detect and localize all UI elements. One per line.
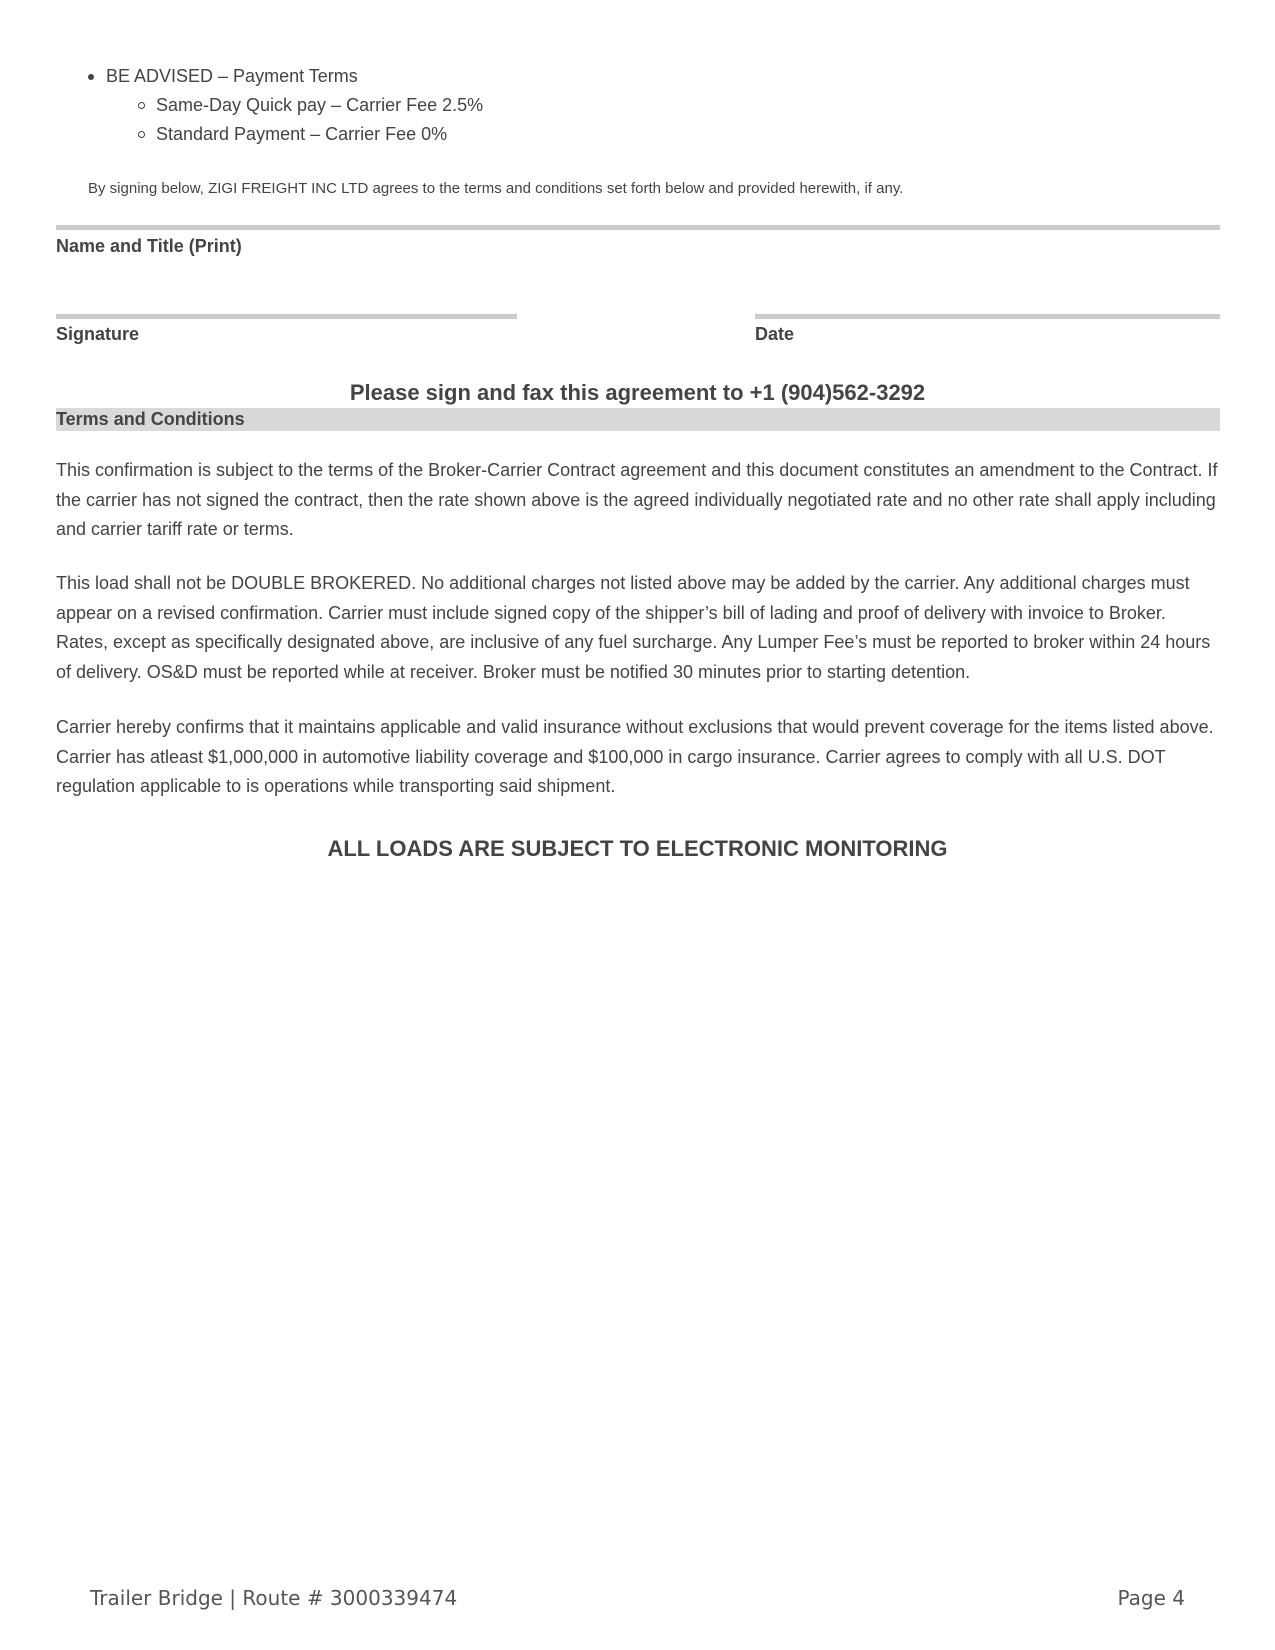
date-label: Date: [755, 324, 795, 344]
payment-option-quick-pay: Same-Day Quick pay – Carrier Fee 2.5%: [138, 91, 483, 120]
footer-route: Trailer Bridge | Route # 3000339474: [90, 1586, 458, 1610]
name-title-label: Name and Title (Print): [56, 236, 242, 256]
payment-terms-list: [88, 62, 483, 149]
payment-options-list: [106, 91, 483, 149]
terms-paragraph-insurance: Carrier hereby confirms that it maintains applicable and valid insurance without exclusions that would prevent coverage for the items listed above. Carrier has atleast $1,000,000 in automotive liability coverage and $100,000 in cargo insurance. Carrier agrees to comply with all U.S. DOT regulation applicable to is operations while transporting said shipment.: [56, 717, 1214, 796]
date-line: [755, 314, 1220, 319]
payment-option-standard: Standard Payment – Carrier Fee 0%: [138, 120, 483, 149]
terms-title: Terms and Conditions: [56, 409, 245, 429]
fax-instruction: Please sign and fax this agreement to +1 (904)562-3292: [349, 380, 926, 405]
payment-terms-heading: BE ADVISED – Payment Terms: [106, 66, 358, 86]
terms-paragraph-contract: This confirmation is subject to the terms of the Broker-Carrier Contract agreement and this document constitutes an amendment to the Contract. If the carrier has not signed the contract, then the rate shown above is the agreed individually negotiated rate and no other rate shall apply including and carrier tariff rate or terms.: [56, 460, 1218, 539]
signature-line: [56, 314, 517, 319]
payment-terms-item: [88, 62, 483, 149]
signature-label: Signature: [56, 324, 140, 344]
name-title-line: [56, 225, 1220, 230]
terms-paragraph-brokering: This load shall not be DOUBLE BROKERED. No additional charges not listed above may be added by the carrier. Any additional charges must appear on a revised confirmation. Carrier must include signed copy of the shipper’s bill of lading and proof of delivery with invoice to Broker. Rates, except as specifically designated above, are inclusive of any fuel surcharge. Any Lumper Fee’s must be reported to broker within 24 hours of delivery. OS&D must be reported while at receiver. Broker must be notified 30 minutes prior to starting detention.: [56, 573, 1211, 682]
agreement-statement: By signing below, ZIGI FREIGHT INC LTD agrees to the terms and conditions set forth below and provided herewith, if any.: [88, 180, 904, 197]
footer-page-number: Page 4: [1117, 1586, 1185, 1610]
monitoring-notice: ALL LOADS ARE SUBJECT TO ELECTRONIC MONITORING: [327, 836, 948, 861]
